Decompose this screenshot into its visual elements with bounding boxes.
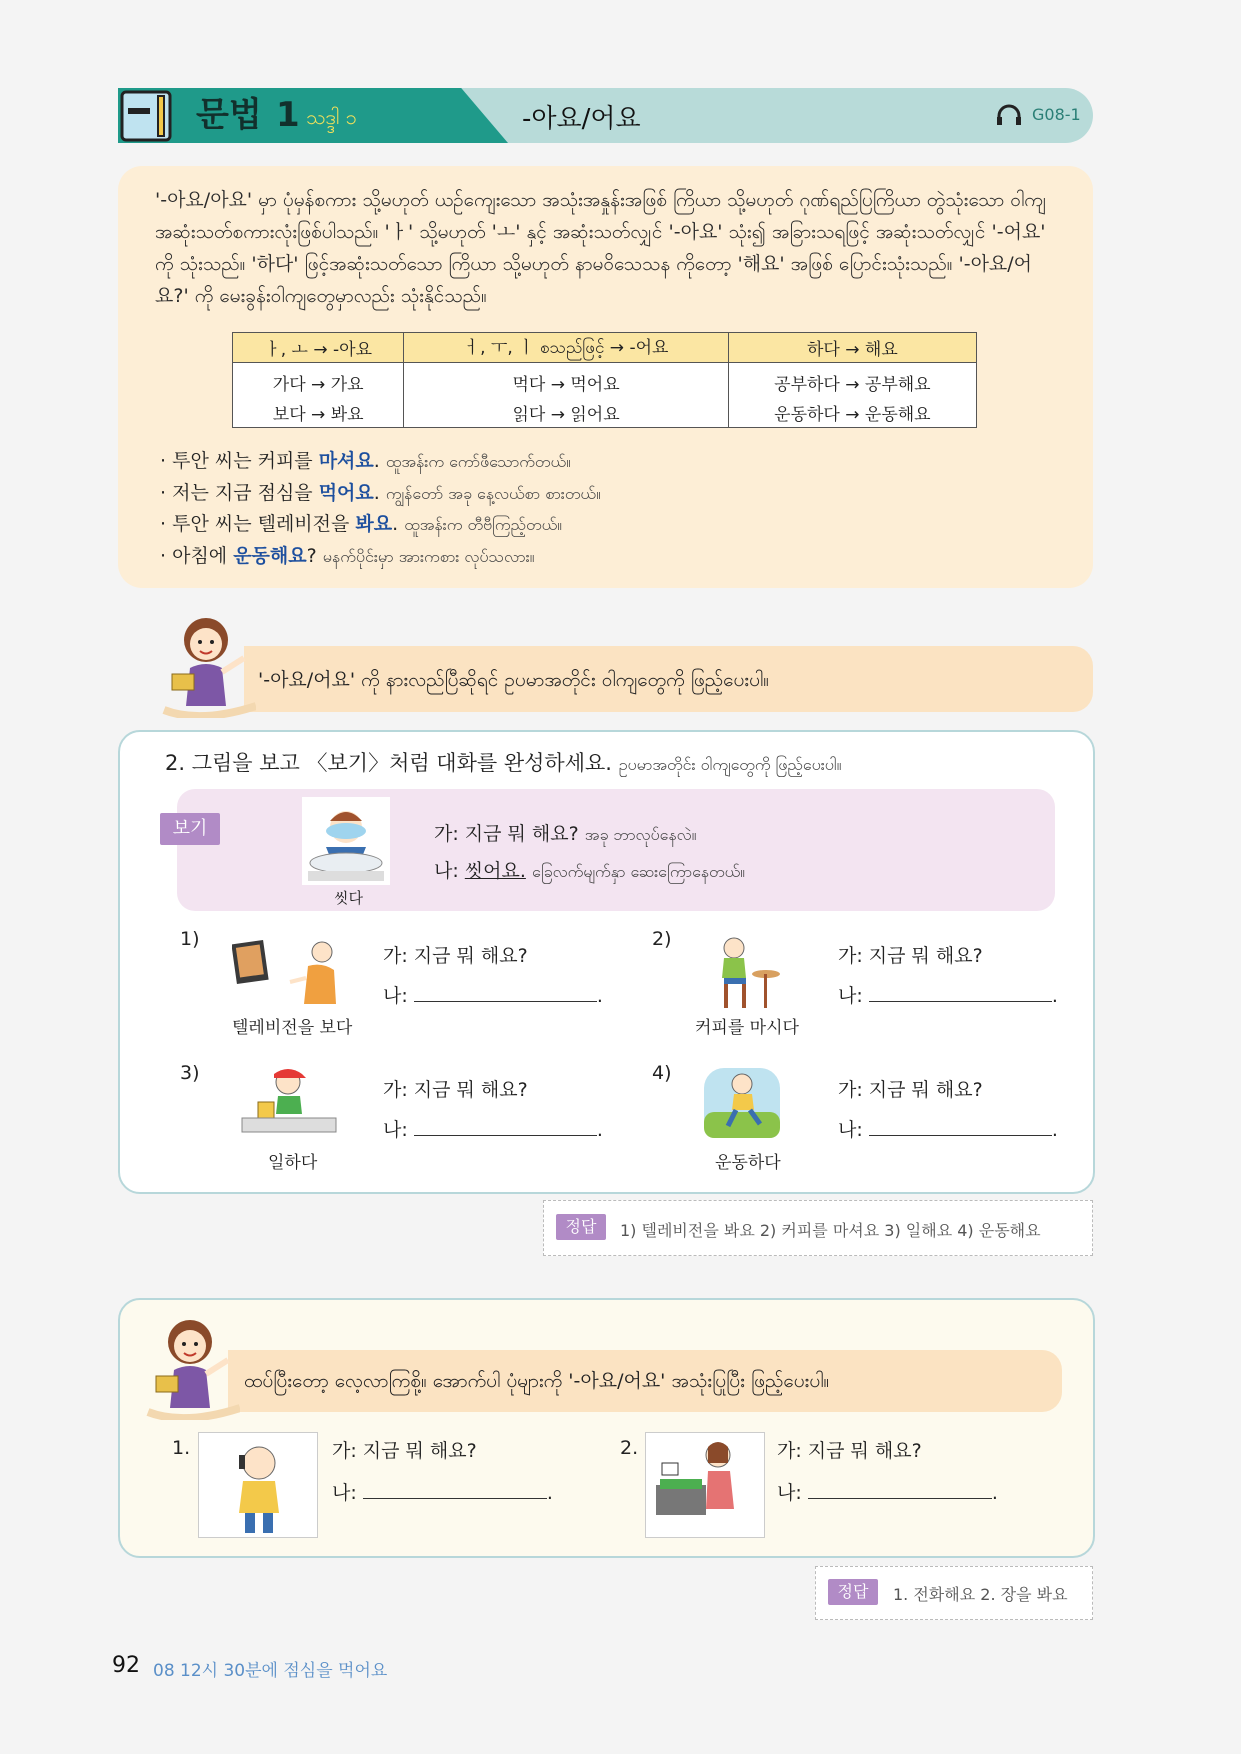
headphones-icon[interactable] bbox=[996, 102, 1030, 126]
answer-blank[interactable] bbox=[869, 1117, 1052, 1136]
drinking-coffee-illustration bbox=[690, 934, 800, 1012]
chapter-title: 08 12시 30분에 점심을 먹어요 bbox=[153, 1661, 388, 1681]
answer-text: 1. 전화해요 2. 장을 봐요 bbox=[893, 1585, 1068, 1604]
tip-text: ထပ်ပြီးတော့ လေ့လာကြစို့။ အောက်ပါ ပုံများကို '-아요/어요' အသုံးပြုပြီး ဖြည့်ပေးပါ။ bbox=[244, 1370, 830, 1392]
item-question: 가: 지금 뭐 해요? bbox=[383, 945, 528, 967]
answer-text: 1) 텔레비전을 봐요 2) 커피를 마셔요 3) 일해요 4) 운동해요 bbox=[620, 1221, 1041, 1240]
practice-question: 가: 지금 뭐 해요? bbox=[332, 1440, 477, 1462]
exercise-title: 2. 그림을 보고 〈보기〉처럼 대화를 완성하세요. ဥပမာအတိုင်း ဝါကျတွေကို ဖြည့်ပေးပါ။ bbox=[165, 751, 842, 775]
section-number: 1 bbox=[276, 95, 300, 135]
page-number: 92 bbox=[112, 1653, 140, 1678]
phone-call-illustration bbox=[198, 1432, 318, 1538]
item-question: 가: 지금 뭐 해요? bbox=[838, 945, 983, 967]
conjugation-table bbox=[232, 332, 977, 428]
example-question: 가: 지금 뭐 해요? အခု ဘာလုပ်နေလဲ။ bbox=[434, 823, 697, 845]
exercising-illustration bbox=[694, 1064, 804, 1142]
table-header: 하다 → 해요 bbox=[728, 333, 976, 363]
item-question: 가: 지금 뭐 해요? bbox=[838, 1079, 983, 1101]
section-title: 문법 bbox=[196, 95, 262, 135]
answer-blank[interactable] bbox=[869, 983, 1052, 1002]
answer-blank[interactable] bbox=[363, 1480, 547, 1499]
explanation-paragraph: '-아요/아요' မှာ ပုံမှန်စကား သို့မဟုတ် ယဉ်ကျေးသော အသုံးအနှုန်းအဖြစ် ကြိယာ သို့မဟုတ် ဂုဏ်ရည်ပြကြိယာ တွဲသုံးသော ဝါကျအဆုံးသတ်စကားလုံးဖြစ်ပါသည်။ 'ㅏ' သို့မဟုတ် 'ㅗ' နှင့် အဆုံးသတ်လျှင် '-아요' သုံး၍ အခြားသရဖြင့် အဆုံးသတ်လျှင် '-어요' ကို သုံးသည်။ '하다' ဖြင့်အဆုံးသတ်သော ကြိယာ သို့မဟုတ် နာမဝိသေသန ကိုတော့ '해요' အဖြစ် ပြောင်းသုံးသည်။ '-아요/어요?' ကို မေးခွန်းဝါကျတွေမှာလည်း သုံးနိုင်သည်။ bbox=[155, 189, 1046, 307]
item-answer: 나: . bbox=[383, 1119, 603, 1141]
item-caption: 텔레비전을 보다 bbox=[232, 1018, 353, 1038]
table-header: ㅏ, ㅗ → -아요 bbox=[233, 333, 404, 363]
practice-answer: 나: . bbox=[777, 1482, 998, 1504]
section-subtitle: သဒ္ဒါ ၁ bbox=[306, 105, 357, 129]
table-header: ㅓ, ㅜ, ㅣ စသည်ဖြင့် → -어요 bbox=[404, 333, 728, 363]
answer-tag: 정답 bbox=[556, 1214, 606, 1240]
item-number: 3) bbox=[180, 1062, 200, 1084]
practice-question: 가: 지금 뭐 해요? bbox=[777, 1440, 922, 1462]
teacher-illustration bbox=[160, 606, 256, 718]
working-illustration bbox=[236, 1064, 346, 1142]
table-cell: 먹다 → 먹어요 bbox=[404, 363, 728, 398]
item-number: 2) bbox=[652, 928, 672, 950]
practice-number: 1. bbox=[172, 1437, 191, 1459]
item-number: 1) bbox=[180, 928, 200, 950]
item-question: 가: 지금 뭐 해요? bbox=[383, 1079, 528, 1101]
item-caption: 일하다 bbox=[268, 1153, 318, 1173]
item-answer: 나: . bbox=[838, 985, 1058, 1007]
grammar-point: -아요/어요 bbox=[522, 104, 641, 134]
item-answer: 나: . bbox=[383, 985, 603, 1007]
example-list bbox=[160, 446, 601, 572]
watching-tv-illustration bbox=[232, 934, 342, 1012]
table-cell: 가다 → 가요 bbox=[233, 363, 404, 398]
table-cell: 보다 → 봐요 bbox=[233, 397, 404, 428]
example-answer: 나: 씻어요. ခြေလက်မျက်နှာ ဆေးကြောနေတယ်။ bbox=[434, 860, 745, 882]
answer-tag: 정답 bbox=[828, 1579, 878, 1605]
grocery-shopping-illustration bbox=[645, 1432, 765, 1538]
item-caption: 커피를 마시다 bbox=[695, 1018, 799, 1038]
example-tag: 보기 bbox=[160, 813, 220, 845]
notebook-icon bbox=[118, 88, 176, 143]
example-sentence: · 투안 씨는 커피를 마셔요. ထူအန်းက ကော်ဖီသောက်တယ်။ bbox=[160, 450, 571, 472]
table-cell: 공부하다 → 공부해요 bbox=[728, 363, 976, 398]
item-caption: 운동하다 bbox=[715, 1153, 781, 1173]
teacher-illustration bbox=[144, 1308, 240, 1420]
table-cell: 운동하다 → 운동해요 bbox=[728, 397, 976, 428]
answer-blank[interactable] bbox=[414, 1117, 597, 1136]
answer-blank[interactable] bbox=[414, 983, 597, 1002]
washing-face-illustration bbox=[302, 797, 390, 885]
answer-blank[interactable] bbox=[808, 1480, 992, 1499]
audio-track-code[interactable]: G08-1 bbox=[1032, 105, 1081, 124]
example-caption: 씻다 bbox=[334, 889, 363, 907]
item-number: 4) bbox=[652, 1062, 672, 1084]
table-cell: 읽다 → 읽어요 bbox=[404, 397, 728, 428]
example-sentence: · 투안 씨는 텔레비전을 봐요. ထူအန်းက တီဗီကြည့်တယ်။ bbox=[160, 513, 562, 535]
example-sentence: · 아침에 운동해요? မနက်ပိုင်းမှာ အားကစား လုပ်သလား။ bbox=[160, 544, 535, 567]
tip-text: '-아요/어요' ကို နားလည်ပြီဆိုရင် ဥပမာအတိုင်း ဝါကျတွေကို ဖြည့်ပေးပါ။ bbox=[258, 669, 769, 691]
example-sentence: · 저는 지금 점심을 먹어요. ကျွန်တော် အခု နေ့လယ်စာ စားတယ်။ bbox=[160, 481, 601, 504]
item-answer: 나: . bbox=[838, 1119, 1058, 1141]
practice-number: 2. bbox=[620, 1437, 639, 1459]
practice-answer: 나: . bbox=[332, 1482, 553, 1504]
